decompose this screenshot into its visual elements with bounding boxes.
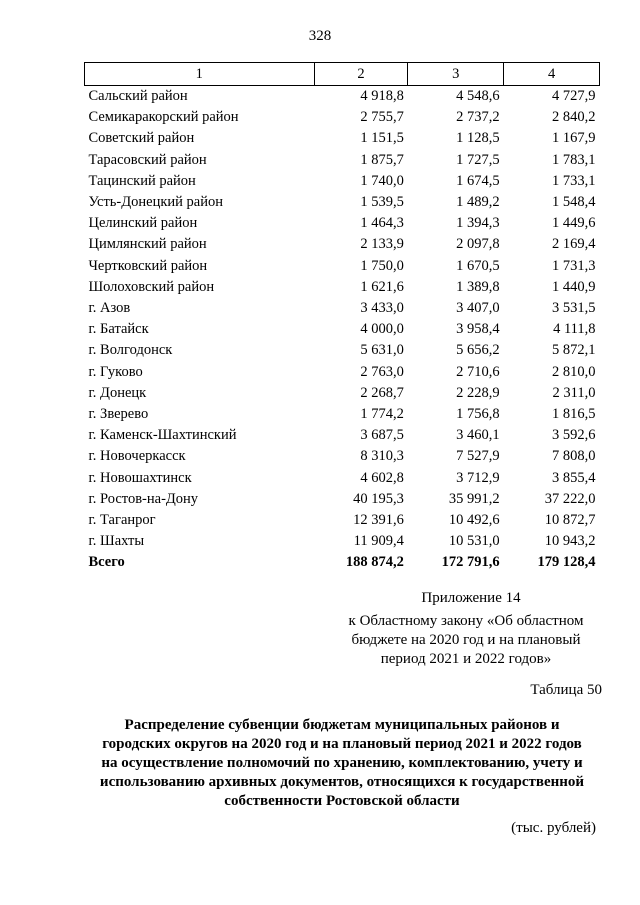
table-row xyxy=(85,510,600,531)
table-row xyxy=(85,107,600,128)
table-header-row xyxy=(85,63,600,86)
value-cell-4: 10 943,2 xyxy=(544,533,596,550)
value-cell-3: 3 958,4 xyxy=(456,321,500,338)
municipality-name-cell: г. Таганрог xyxy=(88,512,156,529)
value-cell-2: 1 740,0 xyxy=(360,172,404,189)
value-cell-3: 2 097,8 xyxy=(456,236,500,253)
value-cell-2: 2 133,9 xyxy=(360,236,404,253)
table-row xyxy=(85,171,600,192)
value-cell-3: 35 991,2 xyxy=(448,490,500,507)
municipality-name-cell: г. Гуково xyxy=(88,363,143,380)
table-title xyxy=(84,716,600,811)
value-cell-2: 1 621,6 xyxy=(360,278,404,295)
municipality-name-cell: г. Батайск xyxy=(88,321,149,338)
value-cell-4: 1 449,6 xyxy=(552,215,596,232)
municipality-name-cell: г. Каменск-Шахтинский xyxy=(88,427,237,444)
municipality-name-cell: г. Азов xyxy=(88,300,131,317)
municipality-name-cell: г. Ростов-на-Дону xyxy=(88,490,199,507)
law-line: к Областному закону «Об областном xyxy=(348,613,584,629)
value-cell-3: 1 489,2 xyxy=(456,194,500,211)
table-row xyxy=(85,150,600,171)
value-cell-2: 11 909,4 xyxy=(353,533,404,550)
column-header-3: 3 xyxy=(408,63,504,86)
title-line: Распределение субвенции бюджетам муниципальных районов и xyxy=(124,717,560,733)
table-body xyxy=(85,86,600,574)
value-cell-2: 1 464,3 xyxy=(360,215,404,232)
table-row xyxy=(85,256,600,277)
value-cell-4: 7 808,0 xyxy=(552,448,596,465)
value-cell-3: 4 548,6 xyxy=(456,88,500,104)
table-row xyxy=(85,531,600,552)
value-cell-4: 37 222,0 xyxy=(544,490,596,507)
municipality-name-cell: Чертковский район xyxy=(88,257,208,274)
column-header-1: 1 xyxy=(85,63,315,86)
value-cell-4: 4 727,9 xyxy=(552,88,596,104)
title-line: использованию архивных документов, относящихся к государственной xyxy=(99,774,585,790)
table-row xyxy=(85,234,600,255)
value-cell-4: 3 531,5 xyxy=(552,300,596,317)
value-cell-3: 1 128,5 xyxy=(456,130,500,147)
value-cell-2: 1 539,5 xyxy=(360,194,404,211)
appendix-label: Приложение 14 xyxy=(421,590,521,606)
municipality-name-cell: Семикаракорский район xyxy=(88,109,239,126)
table-row xyxy=(85,489,600,510)
table-row xyxy=(85,446,600,467)
value-cell-2: 2 763,0 xyxy=(360,363,404,380)
value-cell-3: 1 670,5 xyxy=(456,257,500,274)
municipality-name-cell: Сальский район xyxy=(88,88,188,104)
municipality-name-cell: г. Донецк xyxy=(88,384,147,401)
value-cell-3: 10 531,0 xyxy=(448,533,500,550)
municipality-name-cell: г. Зверево xyxy=(88,406,149,423)
value-cell-4: 5 872,1 xyxy=(552,342,596,359)
value-cell-2: 4 918,8 xyxy=(360,88,404,104)
value-cell-2: 8 310,3 xyxy=(360,448,404,465)
title-line: городских округов на 2020 год и на плановый период 2021 и 2022 годов xyxy=(102,736,582,752)
value-cell-4: 2 840,2 xyxy=(552,109,596,126)
table-row xyxy=(85,192,600,213)
total-row xyxy=(85,552,600,573)
value-cell-3: 172 791,6 xyxy=(441,554,500,571)
value-cell-4: 1 440,9 xyxy=(552,278,596,295)
table-row xyxy=(85,128,600,149)
law-line: период 2021 и 2022 годов» xyxy=(380,651,552,667)
value-cell-4: 1 783,1 xyxy=(552,151,596,168)
value-cell-3: 2 737,2 xyxy=(456,109,500,126)
municipality-name-cell: г. Новошахтинск xyxy=(88,469,192,486)
value-cell-4: 2 169,4 xyxy=(552,236,596,253)
municipality-name-cell: Усть-Донецкий район xyxy=(88,194,223,211)
municipality-name-cell: Тацинский район xyxy=(88,172,196,189)
value-cell-2: 1 151,5 xyxy=(360,130,404,147)
table-row xyxy=(85,277,600,298)
value-cell-3: 1 674,5 xyxy=(456,172,500,189)
municipality-name-cell: Цимлянский район xyxy=(88,236,207,253)
table-row xyxy=(85,86,600,108)
table-row xyxy=(85,404,600,425)
value-cell-4: 2 311,0 xyxy=(552,384,596,401)
table-row xyxy=(85,468,600,489)
value-cell-3: 3 460,1 xyxy=(456,427,500,444)
value-cell-2: 1 774,2 xyxy=(360,406,404,423)
value-cell-3: 3 712,9 xyxy=(456,469,500,486)
table-row xyxy=(85,425,600,446)
value-cell-3: 5 656,2 xyxy=(456,342,500,359)
table-number: Таблица 50 xyxy=(530,682,602,698)
value-cell-4: 4 111,8 xyxy=(553,321,596,338)
value-cell-4: 179 128,4 xyxy=(537,554,596,571)
value-cell-2: 12 391,6 xyxy=(353,512,404,529)
units-label: (тыс. рублей) xyxy=(511,820,596,836)
law-reference xyxy=(330,612,602,669)
value-cell-3: 2 228,9 xyxy=(456,384,500,401)
table-row xyxy=(85,340,600,361)
page-number: 328 xyxy=(308,28,332,44)
value-cell-2: 1 750,0 xyxy=(360,257,404,274)
table-row xyxy=(85,362,600,383)
column-header-4: 4 xyxy=(504,63,600,86)
value-cell-4: 1 731,3 xyxy=(552,257,596,274)
title-line: на осуществление полномочий по хранению, комплектованию, учету и xyxy=(101,755,583,771)
table-row xyxy=(85,298,600,319)
municipality-name-cell: Советский район xyxy=(88,130,195,147)
municipality-name-cell: г. Шахты xyxy=(88,533,145,550)
municipality-name-cell: Всего xyxy=(88,554,125,571)
municipality-name-cell: Целинский район xyxy=(88,215,198,232)
value-cell-3: 7 527,9 xyxy=(456,448,500,465)
municipality-name-cell: г. Волгодонск xyxy=(88,342,173,359)
table-row xyxy=(85,383,600,404)
value-cell-2: 40 195,3 xyxy=(353,490,404,507)
value-cell-3: 1 389,8 xyxy=(456,278,500,295)
value-cell-2: 1 875,7 xyxy=(360,151,404,168)
table-row xyxy=(85,319,600,340)
value-cell-2: 5 631,0 xyxy=(360,342,404,359)
value-cell-3: 1 756,8 xyxy=(456,406,500,423)
title-line: собственности Ростовской области xyxy=(224,793,460,809)
value-cell-2: 2 268,7 xyxy=(360,384,404,401)
value-cell-4: 10 872,7 xyxy=(544,512,596,529)
value-cell-2: 3 433,0 xyxy=(360,300,404,317)
subvention-table xyxy=(84,62,600,574)
law-line: бюджете на 2020 год и на плановый xyxy=(351,632,581,648)
value-cell-4: 2 810,0 xyxy=(552,363,596,380)
column-header-2: 2 xyxy=(314,63,408,86)
municipality-name-cell: г. Новочеркасск xyxy=(88,448,186,465)
value-cell-4: 1 816,5 xyxy=(552,406,596,423)
value-cell-3: 3 407,0 xyxy=(456,300,500,317)
value-cell-2: 4 000,0 xyxy=(360,321,404,338)
value-cell-3: 10 492,6 xyxy=(448,512,500,529)
table-row xyxy=(85,213,600,234)
value-cell-3: 2 710,6 xyxy=(456,363,500,380)
value-cell-2: 3 687,5 xyxy=(360,427,404,444)
value-cell-2: 2 755,7 xyxy=(360,109,404,126)
municipality-name-cell: Шолоховский район xyxy=(88,278,215,295)
value-cell-2: 4 602,8 xyxy=(360,469,404,486)
value-cell-4: 1 733,1 xyxy=(552,172,596,189)
value-cell-4: 3 592,6 xyxy=(552,427,596,444)
value-cell-4: 1 167,9 xyxy=(552,130,596,147)
value-cell-4: 3 855,4 xyxy=(552,469,596,486)
value-cell-2: 188 874,2 xyxy=(345,554,404,571)
value-cell-4: 1 548,4 xyxy=(552,194,596,211)
municipality-name-cell: Тарасовский район xyxy=(88,151,207,168)
value-cell-3: 1 727,5 xyxy=(456,151,500,168)
value-cell-3: 1 394,3 xyxy=(456,215,500,232)
